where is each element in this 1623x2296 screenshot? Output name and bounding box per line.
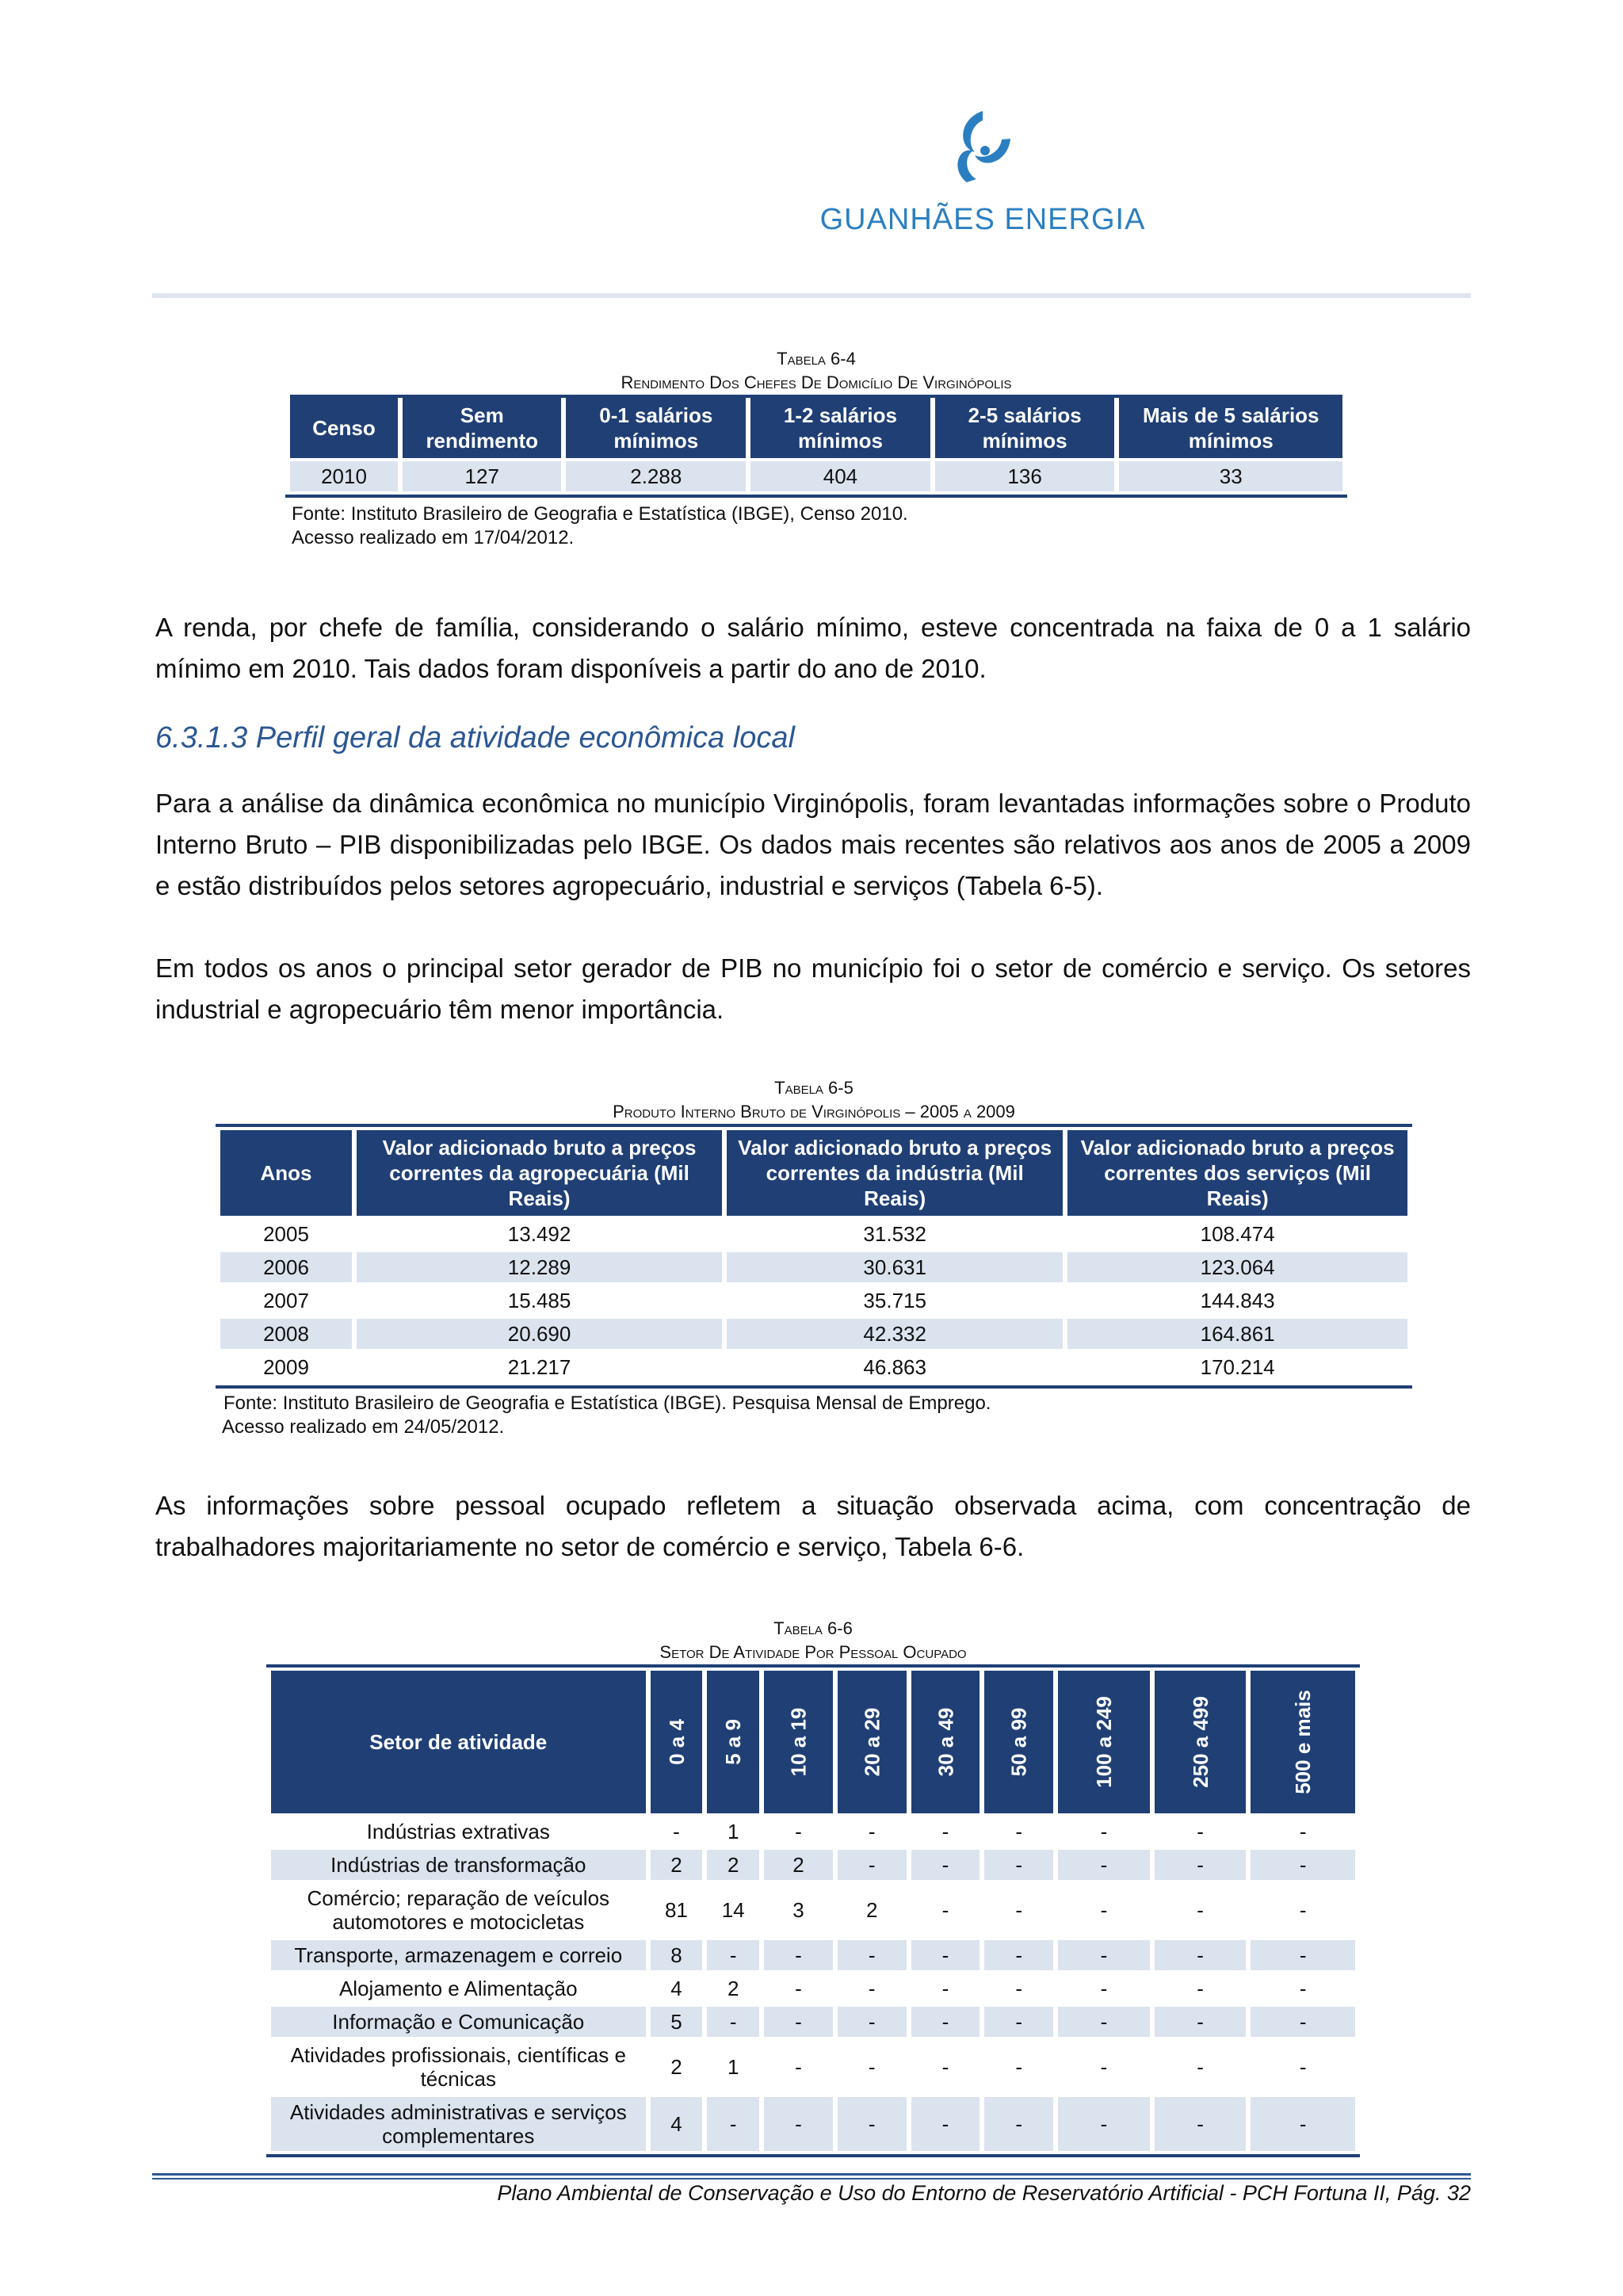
table-header bbox=[1251, 1671, 1355, 1813]
table-cell: 12.289 bbox=[357, 1252, 722, 1282]
count-cell: - bbox=[984, 2007, 1053, 2037]
count-cell: - bbox=[838, 1850, 907, 1880]
count-cell: - bbox=[941, 1977, 949, 2000]
count-cell: - bbox=[1155, 1940, 1247, 1970]
count-cell: - bbox=[941, 2055, 949, 2079]
table-row bbox=[271, 2007, 1355, 2037]
table-6-4-block bbox=[285, 347, 1347, 550]
table-header: Sem rendimento bbox=[403, 398, 561, 458]
range-label: 100 a 249 bbox=[1091, 1696, 1116, 1788]
table-6-4-source: Fonte: Instituto Brasileiro de Geografia e Estatística (IBGE), Censo 2010. bbox=[292, 503, 908, 525]
count-cell: 8 bbox=[651, 1940, 703, 1970]
count-cell: - bbox=[1299, 2055, 1307, 2079]
count-cell: 2 bbox=[651, 1850, 703, 1880]
sector-cell: Transporte, armazenagem e correio bbox=[271, 1940, 646, 1970]
table-cell: 31.532 bbox=[863, 1222, 926, 1246]
count-cell: - bbox=[764, 2097, 833, 2151]
count-cell: 4 bbox=[651, 2097, 703, 2151]
table-header bbox=[707, 1671, 759, 1813]
table-header: Valor adicionado bruto a preços correntes dos serviços (Mil Reais) bbox=[1067, 1130, 1407, 1216]
table-row bbox=[220, 1352, 1407, 1382]
count-cell: - bbox=[1155, 1850, 1247, 1880]
company-logo bbox=[816, 103, 1149, 246]
count-cell: - bbox=[941, 1898, 949, 1922]
table-6-6-title: Setor De Atividade Por Pessoal Ocupado bbox=[659, 1642, 967, 1662]
count-cell: 2 bbox=[865, 1898, 878, 1922]
table-header: Setor de atividade bbox=[271, 1671, 646, 1813]
count-cell: - bbox=[1299, 1977, 1307, 2000]
count-cell: - bbox=[1155, 2097, 1247, 2151]
count-cell: - bbox=[911, 1940, 980, 1970]
table-cell: 13.492 bbox=[507, 1222, 571, 1246]
table-row bbox=[271, 1883, 1355, 1937]
table-row bbox=[271, 1850, 1355, 1880]
sector-cell: Atividades profissionais, científicas e técnicas bbox=[290, 2043, 626, 2091]
count-cell: - bbox=[764, 2007, 833, 2037]
count-cell: - bbox=[838, 2097, 907, 2151]
sector-cell: Indústrias de transformação bbox=[271, 1850, 646, 1880]
table-cell: 42.332 bbox=[727, 1319, 1063, 1349]
table-header bbox=[764, 1671, 833, 1813]
table-cell: 2.288 bbox=[566, 461, 746, 491]
table-header: Anos bbox=[220, 1130, 352, 1216]
range-label: 50 a 99 bbox=[1006, 1707, 1031, 1777]
table-cell: 164.861 bbox=[1067, 1319, 1407, 1349]
count-cell: 3 bbox=[792, 1898, 804, 1922]
table-header bbox=[911, 1671, 980, 1813]
table-cell: 33 bbox=[1119, 461, 1342, 491]
table-row bbox=[220, 1286, 1407, 1316]
count-cell: - bbox=[911, 2097, 980, 2151]
count-cell: - bbox=[868, 1977, 876, 2000]
count-cell: 2 bbox=[727, 1977, 739, 2000]
count-cell: - bbox=[868, 2055, 876, 2079]
table-header bbox=[1155, 1671, 1247, 1813]
count-cell: - bbox=[1015, 1898, 1023, 1922]
table-6-6 bbox=[266, 1668, 1360, 2154]
table-bottom-rule bbox=[266, 2154, 1360, 2157]
count-cell: - bbox=[1100, 2055, 1108, 2079]
count-cell: - bbox=[838, 1940, 907, 1970]
section-heading: 6.3.1.3 Perfil geral da atividade econômica local bbox=[155, 721, 795, 755]
table-6-5-title: Produto Interno Bruto de Virginópolis – 2005 a 2009 bbox=[613, 1102, 1015, 1121]
table-cell: 15.485 bbox=[507, 1289, 571, 1312]
count-cell: 1 bbox=[727, 2055, 739, 2079]
range-label: 20 a 29 bbox=[860, 1707, 884, 1777]
table-6-6-label: Tabela 6-6 bbox=[773, 1618, 853, 1638]
count-cell: - bbox=[795, 2055, 802, 2079]
table-cell: 46.863 bbox=[863, 1355, 926, 1379]
count-cell: - bbox=[1058, 1850, 1150, 1880]
table-header: 1-2 salários mínimos bbox=[750, 398, 930, 458]
sector-cell: Alojamento e Alimentação bbox=[338, 1977, 578, 2000]
table-cell: 2007 bbox=[263, 1289, 309, 1312]
count-cell: 4 bbox=[670, 1977, 682, 2000]
count-cell: - bbox=[1058, 2007, 1150, 2037]
count-cell: - bbox=[1197, 1977, 1204, 2000]
table-cell: 30.631 bbox=[727, 1252, 1063, 1282]
count-cell: - bbox=[1197, 1820, 1204, 1843]
count-cell: - bbox=[984, 1850, 1053, 1880]
count-cell: - bbox=[1155, 2007, 1247, 2037]
table-bottom-rule bbox=[216, 1385, 1412, 1389]
count-cell: - bbox=[984, 2097, 1053, 2151]
count-cell: - bbox=[1299, 1898, 1307, 1922]
count-cell: - bbox=[1299, 1820, 1307, 1843]
range-label: 5 a 9 bbox=[721, 1719, 746, 1765]
footer-text: Plano Ambiental de Conservação e Uso do Entorno de Reservatório Artificial - PCH Fortuna II, Pág. 32 bbox=[497, 2181, 1471, 2205]
logo-text: GUANHÃES ENERGIA bbox=[819, 203, 1146, 236]
table-cell: 2010 bbox=[290, 461, 398, 491]
table-cell: 136 bbox=[935, 461, 1115, 491]
table-6-4-title: Rendimento Dos Chefes De Domicílio De Virginópolis bbox=[621, 372, 1012, 392]
count-cell: - bbox=[707, 1940, 759, 1970]
table-row bbox=[290, 461, 1342, 491]
table-row bbox=[271, 1973, 1355, 2004]
count-cell: - bbox=[1058, 1940, 1150, 1970]
paragraph-employment: As informações sobre pessoal ocupado refletem a situação observada acima, com concentração de trabalhadores majoritariamente no setor de comércio e serviço, Tabela 6-6. bbox=[155, 1491, 1471, 1561]
table-6-4 bbox=[285, 395, 1347, 495]
table-header: 0-1 salários mínimos bbox=[566, 398, 746, 458]
count-cell: - bbox=[1251, 1940, 1355, 1970]
table-header bbox=[1058, 1671, 1150, 1813]
sector-cell: Indústrias extrativas bbox=[366, 1820, 550, 1843]
table-cell: 170.214 bbox=[1200, 1355, 1275, 1379]
paragraph-gdp-intro: Para a análise da dinâmica econômica no município Virginópolis, foram levantadas informações sobre o Produto Interno Bruto – PIB disponibilizadas pelo IBGE. Os dados mais recentes são relativos aos anos de 2005 a 2009 e estão distribuídos pelos setores agropecuário, industrial e serviços (Tabela 6-5). bbox=[155, 789, 1471, 900]
table-cell: 123.064 bbox=[1067, 1252, 1407, 1282]
count-cell: - bbox=[984, 1940, 1053, 1970]
count-cell: - bbox=[795, 1977, 802, 2000]
count-cell: - bbox=[1100, 1898, 1108, 1922]
count-cell: - bbox=[1197, 2055, 1204, 2079]
count-cell: - bbox=[1251, 2097, 1355, 2151]
count-cell: - bbox=[1100, 1820, 1108, 1843]
table-6-5 bbox=[216, 1127, 1412, 1385]
count-cell: - bbox=[673, 1820, 680, 1843]
count-cell: - bbox=[1251, 1850, 1355, 1880]
table-6-5-label: Tabela 6-5 bbox=[774, 1078, 854, 1098]
table-cell: 2005 bbox=[263, 1222, 309, 1246]
table-cell: 20.690 bbox=[357, 1319, 722, 1349]
count-cell: - bbox=[1100, 1977, 1108, 2000]
table-6-5-block bbox=[216, 1076, 1412, 1439]
count-cell: - bbox=[941, 1820, 949, 1843]
table-cell: 2008 bbox=[220, 1319, 352, 1349]
count-cell: 2 bbox=[764, 1850, 833, 1880]
table-row bbox=[271, 2040, 1355, 2094]
footer-divider bbox=[152, 2173, 1471, 2176]
logo-mark-icon bbox=[935, 103, 1030, 198]
table-6-6-block bbox=[266, 1617, 1360, 2157]
count-cell: - bbox=[1015, 1820, 1023, 1843]
table-cell: 404 bbox=[750, 461, 930, 491]
paragraph-income: A renda, por chefe de família, considerando o salário mínimo, esteve concentrada na faixa de 0 a 1 salário mínimo em 2010. Tais dados foram disponíveis a partir do ano de 2010. bbox=[155, 613, 1471, 683]
table-row bbox=[271, 1817, 1355, 1847]
count-cell: 2 bbox=[707, 1850, 759, 1880]
table-cell: 2009 bbox=[263, 1355, 309, 1379]
sector-cell: Atividades administrativas e serviços complementares bbox=[271, 2097, 646, 2151]
count-cell: - bbox=[795, 1820, 802, 1843]
table-row bbox=[271, 2097, 1355, 2151]
count-cell: - bbox=[707, 2097, 759, 2151]
count-cell: - bbox=[1058, 2097, 1150, 2151]
count-cell: - bbox=[911, 1850, 980, 1880]
table-row bbox=[220, 1252, 1407, 1282]
table-header: Mais de 5 salários mínimos bbox=[1119, 398, 1342, 458]
count-cell: - bbox=[868, 1820, 876, 1843]
table-cell: 2006 bbox=[220, 1252, 352, 1282]
table-cell: 144.843 bbox=[1200, 1289, 1275, 1312]
table-row bbox=[271, 1940, 1355, 1970]
table-bottom-rule bbox=[285, 495, 1347, 498]
sector-cell: Comércio; reparação de veículos automotores e motocicletas bbox=[307, 1886, 610, 1934]
range-label: 10 a 19 bbox=[786, 1707, 811, 1777]
table-header: Valor adicionado bruto a preços correntes da indústria (Mil Reais) bbox=[727, 1130, 1063, 1216]
table-header bbox=[838, 1671, 907, 1813]
count-cell: 1 bbox=[727, 1820, 739, 1843]
range-label: 500 e mais bbox=[1291, 1690, 1316, 1794]
table-6-5-source: Fonte: Instituto Brasileiro de Geografia e Estatística (IBGE). Pesquisa Mensal de Emprego. bbox=[223, 1392, 991, 1414]
sector-cell: Informação e Comunicação bbox=[271, 2007, 646, 2037]
count-cell: 2 bbox=[670, 2055, 682, 2079]
count-cell: 5 bbox=[651, 2007, 703, 2037]
table-cell: 127 bbox=[403, 461, 561, 491]
table-cell: 108.474 bbox=[1200, 1222, 1275, 1246]
table-6-6-body bbox=[271, 1817, 1355, 2151]
count-cell: 81 bbox=[664, 1898, 688, 1922]
footer-divider bbox=[152, 2178, 1471, 2179]
table-header: Censo bbox=[290, 398, 398, 458]
count-cell: - bbox=[1015, 1977, 1023, 2000]
table-6-4-label: Tabela 6-4 bbox=[777, 349, 856, 369]
table-row bbox=[220, 1319, 1407, 1349]
table-header bbox=[984, 1671, 1053, 1813]
table-cell: 35.715 bbox=[863, 1289, 926, 1312]
table-header: Valor adicionado bruto a preços correntes da agropecuária (Mil Reais) bbox=[357, 1130, 722, 1216]
range-label: 0 a 4 bbox=[664, 1719, 689, 1765]
table-header: 2-5 salários mínimos bbox=[935, 398, 1115, 458]
range-label: 30 a 49 bbox=[933, 1707, 957, 1777]
count-cell: - bbox=[1015, 2055, 1023, 2079]
table-row bbox=[220, 1219, 1407, 1249]
count-cell: - bbox=[838, 2007, 907, 2037]
count-cell: 14 bbox=[721, 1898, 745, 1922]
table-6-4-access: Acesso realizado em 17/04/2012. bbox=[292, 527, 575, 548]
count-cell: - bbox=[707, 2007, 759, 2037]
paragraph-gdp-summary: Em todos os anos o principal setor gerador de PIB no município foi o setor de comércio e serviço. Os setores industrial e agropecuário têm menor importância. bbox=[155, 953, 1471, 1024]
count-cell: - bbox=[764, 1940, 833, 1970]
count-cell: - bbox=[1251, 2007, 1355, 2037]
count-cell: - bbox=[1197, 1898, 1204, 1922]
count-cell: - bbox=[911, 2007, 980, 2037]
table-cell: 21.217 bbox=[507, 1355, 571, 1379]
header-divider bbox=[152, 293, 1471, 298]
table-6-5-access: Acesso realizado em 24/05/2012. bbox=[222, 1416, 505, 1438]
table-header bbox=[651, 1671, 703, 1813]
range-label: 250 a 499 bbox=[1188, 1696, 1212, 1788]
